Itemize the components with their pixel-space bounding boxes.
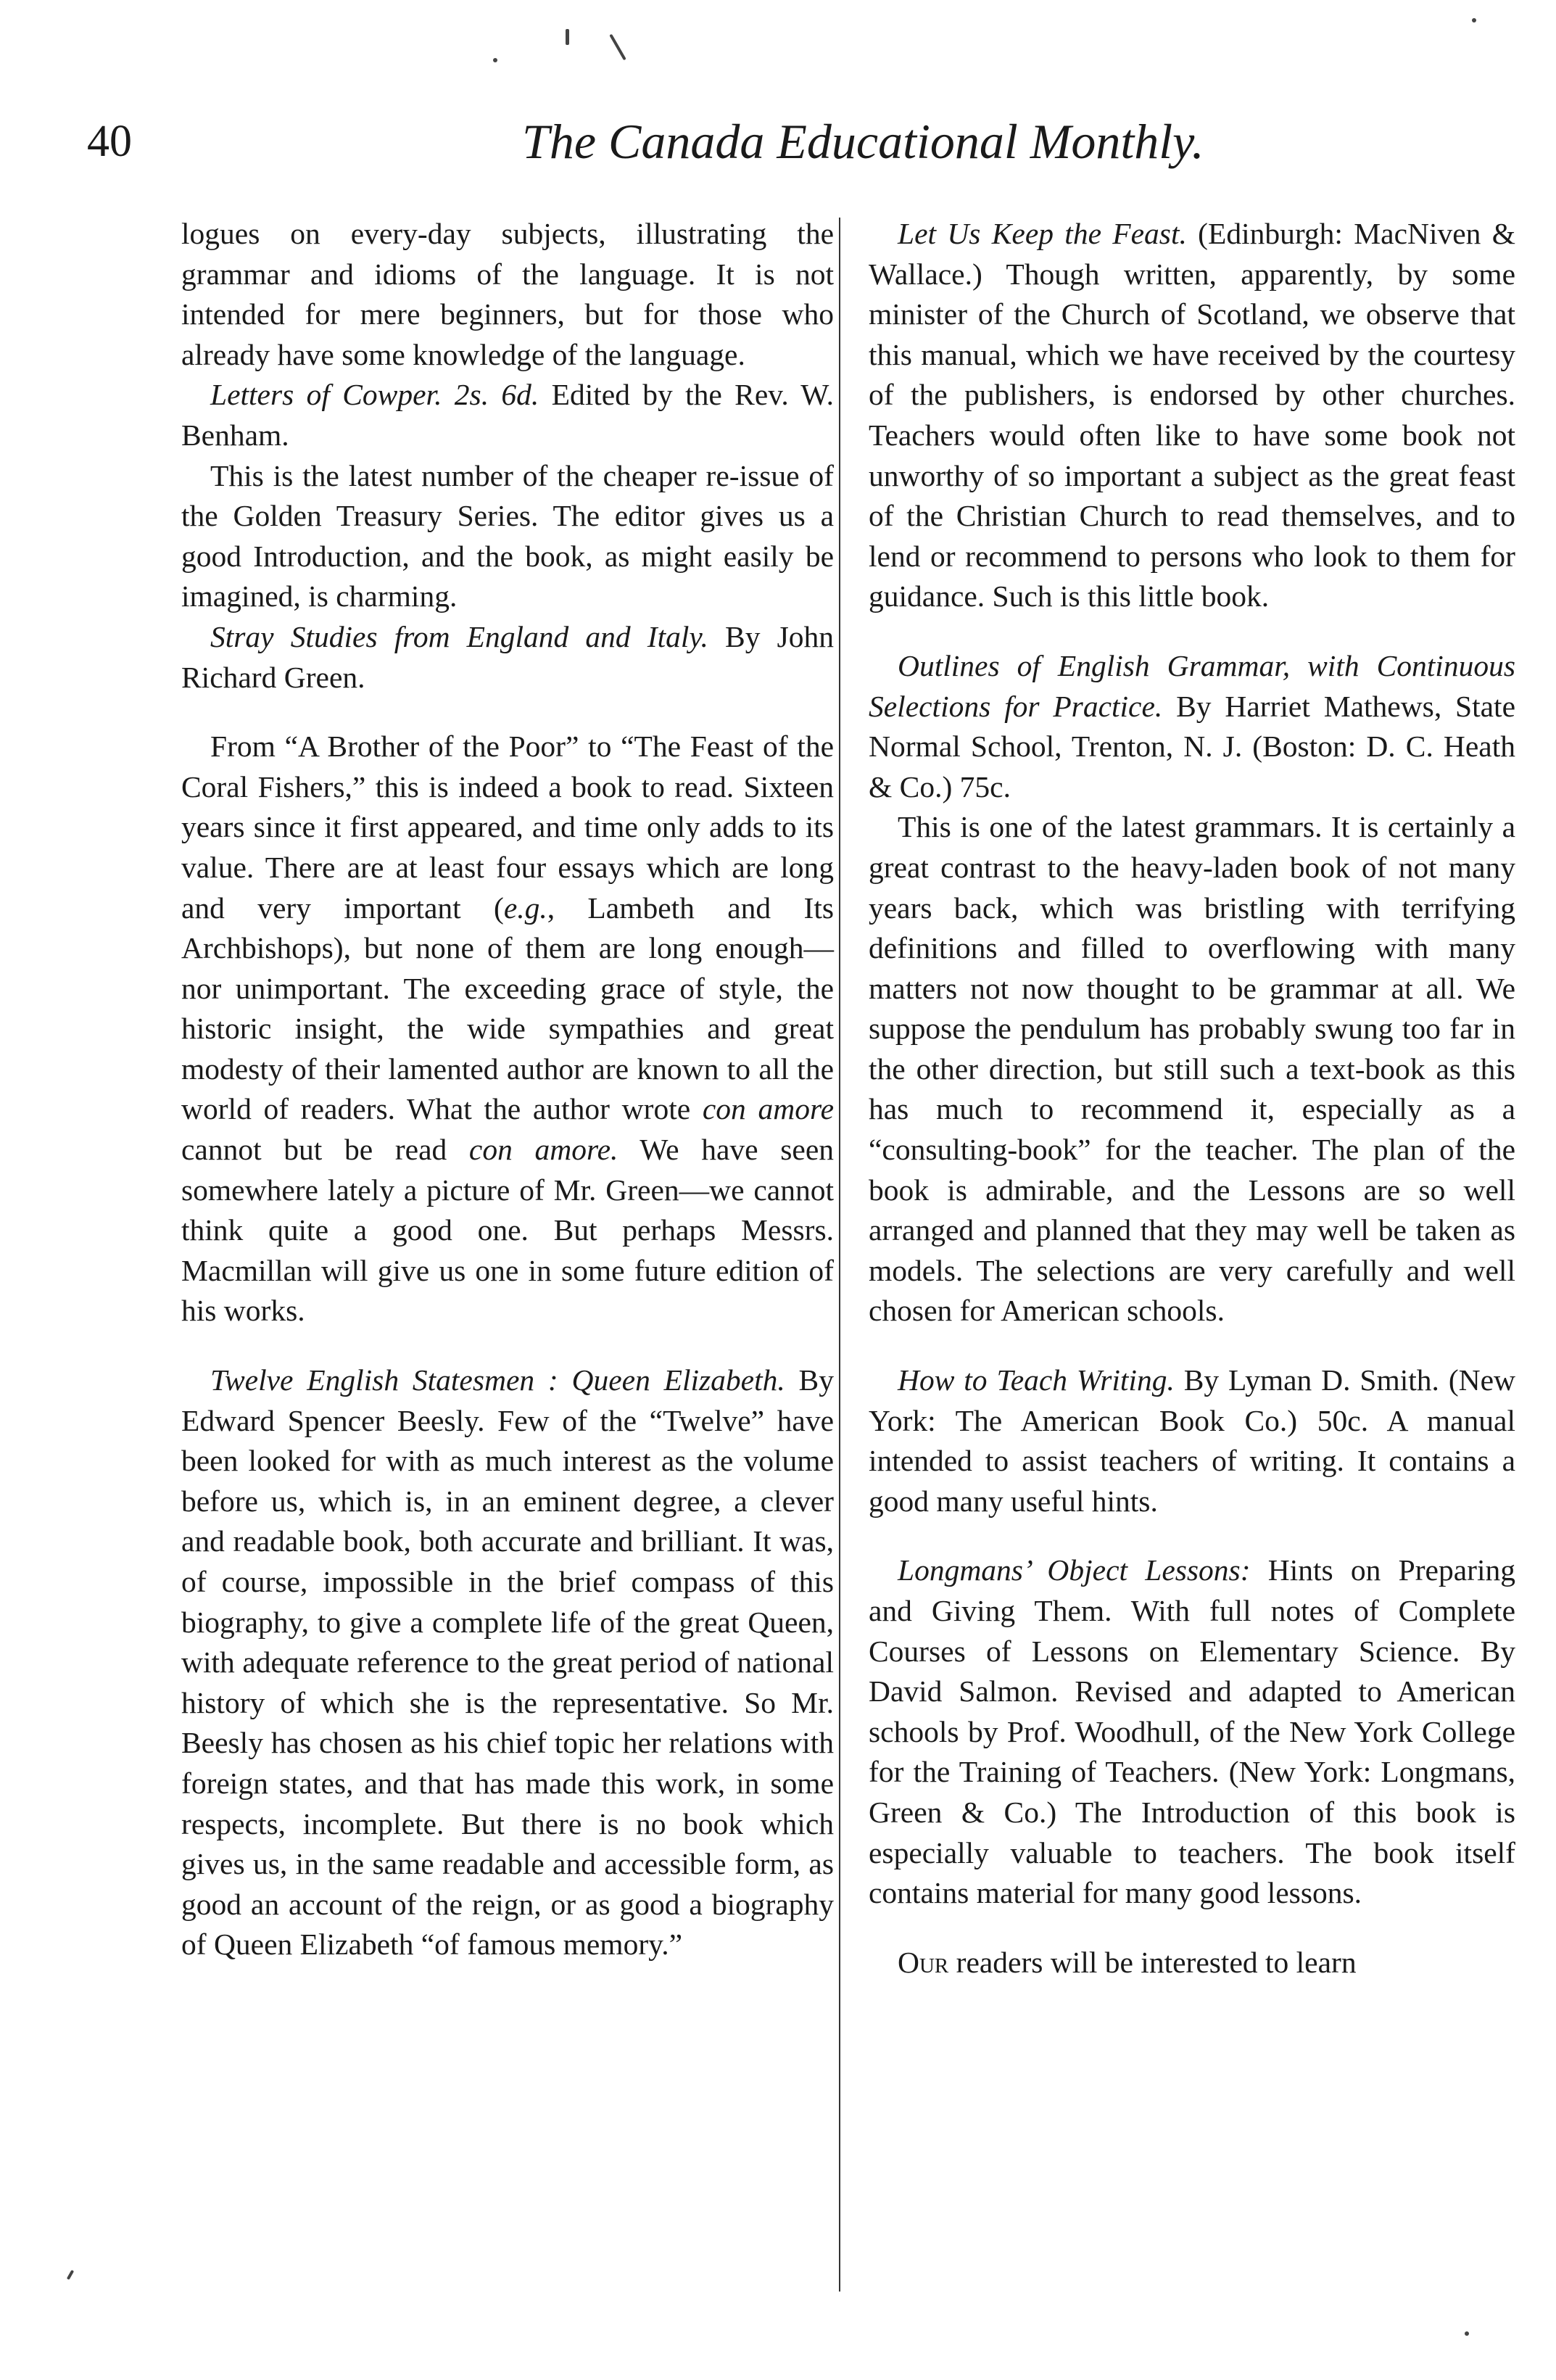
scan-speck [67,2270,74,2280]
entry-text: By Lyman D. Smith. (New York: The American Book Co.) 50c. A manual intended to assist teachers of writing. It contains a good many useful hints. [869,1363,1515,1518]
entry-text: Edited by the Rev. W. Benham. [181,378,835,452]
paragraph-text: This is the latest number of the cheaper re-issue of the Golden Treasury Series. The editor gives us a good Introduction, and the book, as might easily be imagined, is charming. [181,458,834,613]
right-column [869,214,1515,1983]
review-entry [181,375,834,455]
paragraph-text: , Lambeth and Its Archbishops), but none of them are long enough—nor unimportant. The exceeding grace of style, the historic insight, the wide sympathies and great modesty of their lamented author are known to all the world of readers. What the author wrote [181,891,834,1126]
emphasis: e.g. [503,891,547,925]
emphasis: con amore. [468,1133,618,1167]
review-entry [181,1360,834,1965]
book-title: Letters of Cowper. [210,378,442,412]
book-price: 2s. 6d. [454,378,539,412]
paragraph-text: From “A Brother of the Poor” to “The Feast of the Coral Fishers,” this is indeed a book to read. Sixteen years since it first appeared, and time only adds to its value. There are at least four essays which are long and very important ( [181,730,834,925]
entry-text: By Edward Spencer Beesly. Few of the “Twelve” have been looked for with as much interest as the volume before us, which is, in an eminent degree, a clever and readable book, both accurate and brilliant. It was, of course, impossible in the brief compass of this biography, to give a complete life of the great Queen, with adequate reference to the great period of national history of which she is the representative. So Mr. Beesly has chosen as his chief topic her relations with foreign states, and that has made this work, in some respects, incomplete. But there is no book which gives us, in the same readable and accessible form, as good an account of the reign, or as good a biography of Queen Elizabeth “of famous memory.” [181,1363,834,1962]
emphasis: con amore [702,1092,834,1126]
running-title: The Canada Educational Monthly. [522,114,1204,169]
review-entry [869,214,1515,617]
book-title: Twelve English Statesmen : Queen Elizabeth. [210,1363,785,1397]
review-entry [181,617,834,698]
entry-text: (Edinburgh: MacNiven & Wallace.) Though written, apparently, by some minister of the Church of Scotland, we observe that this manual, which we have received by the courtesy of the publishers, is endorsed by other churches. Teachers would often like to have some book not unworthy of so important a subject as the great feast of the Christian Church to read themselves, and to lend or recommend to persons who look to them for guidance. Such is this little book. [869,217,1515,613]
paragraph-text: cannot but be read [181,1133,469,1167]
book-title: Outlines of English Grammar, with Continuous Selections for Practice. [869,648,1515,723]
review-entry [869,1550,1515,1913]
book-title: Longmans’ Object Lessons: [898,1553,1251,1587]
left-column [181,214,834,1965]
review-entry [869,1360,1515,1521]
paragraph [181,727,834,1331]
paragraph-text: readers will be interested to learn [948,1945,1357,1979]
scan-speck [1472,18,1476,22]
paragraph-text: This is one of the latest grammars. It is certainly a great contrast to the heavy-laden book of not many years back, which was bristling with terrifying definitions and filled to overflowing with many matters not now thought to be grammar at all. We suppose the pendulum has probably swung too far in the other direction, but still such a text-book as this has much to recommend it, especially as a “consulting-book” for the teacher. The plan of the book is admirable, and the Lessons are so well arranged and planned that they may well be taken as models. The selections are very carefully and well chosen for American schools. [869,810,1515,1328]
page-header [87,109,1508,174]
entry-text: By Harriet Mathews, State Normal School, Trenton, N. J. (Boston: D. C. Heath & Co.) 75c. [869,689,1516,803]
entry-text: Hints on Preparing and Giving Them. With full notes of Complete Courses of Lessons on Elementary Science. By David Salmon. Revised and adapted to American schools by Prof. Woodhull, of the New York College for the Training of Teachers. (New York: Longmans, Green & Co.) The Introduction of this book is especially valuable to teachers. The book itself contains material for many good lessons. [869,1553,1515,1910]
entry-text: By John Richard Green. [181,619,834,694]
review-entry [869,646,1515,807]
paragraph [869,807,1515,1331]
scan-speck [1465,2331,1469,2336]
lead-word: Our [898,1945,949,1979]
scan-speck [493,58,497,62]
book-title: Let Us Keep the Feast. [898,217,1187,250]
page-number: 40 [87,117,132,166]
paragraph [869,1943,1515,1983]
scan-speck [566,29,569,45]
book-title: Stray Studies from England and Italy. [210,619,708,653]
paragraph [181,214,834,375]
column-divider [839,218,840,2292]
paragraph-text: logues on every-day subjects, illustrating the grammar and idioms of the language. It is not intended for mere beginners, but for those who already have some knowledge of the language. [181,217,834,371]
scan-speck [609,34,626,61]
paragraph [181,456,834,617]
paragraph-text: We have seen somewhere lately a picture of Mr. Green—we cannot think quite a good one. But perhaps Messrs. Macmillan will give us one in some future edition of his works. [181,1133,834,1328]
book-title: How to Teach Writing. [898,1363,1175,1397]
